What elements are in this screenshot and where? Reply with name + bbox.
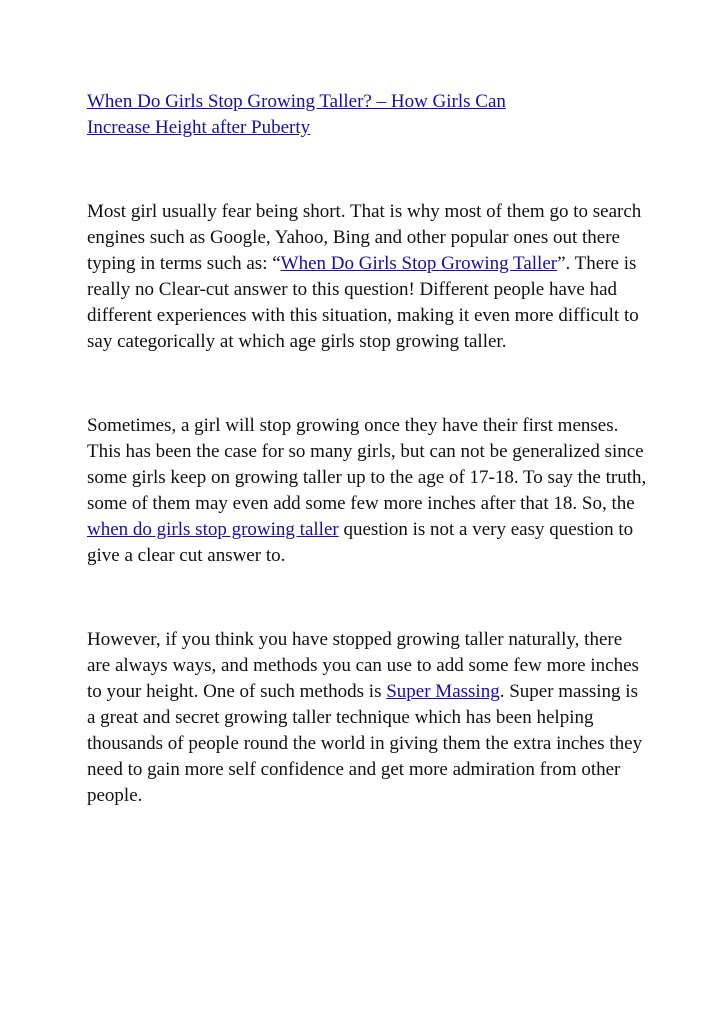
title-line-2: Increase Height after Puberty: [87, 117, 311, 138]
when-do-girls-stop-growing-taller-link[interactable]: When Do Girls Stop Growing Taller: [280, 253, 558, 274]
super-massing-link[interactable]: Super Massing: [386, 681, 500, 702]
paragraph-2-text-a: Sometimes, a girl will stop growing once they have their first menses. This has been the case for so many girls, but can not be generalized since some girls keep on growing taller up to the age of 17-18. To say the truth, some of them may even add some few more inches after that 18. So, the: [87, 415, 647, 514]
title-line-1: When Do Girls Stop Growing Taller? – How Girls Can: [87, 91, 506, 112]
document-content: [87, 89, 647, 867]
article-title: [87, 89, 647, 141]
paragraph-3: [87, 627, 647, 809]
paragraph-1-text-b: ”. There is really no Clear-cut answer to this question! Different people have had different experiences with this situation, making it even more difficult to say categorically at which age girls stop growing taller.: [87, 253, 639, 352]
paragraph-1-text-a: Most girl usually fear being short. That is why most of them go to search engines such as Google, Yahoo, Bing and other popular ones out there typing in terms such as: “: [87, 201, 642, 274]
title-link[interactable]: [87, 91, 506, 138]
paragraph-3-text-b: . Super massing is a great and secret growing taller technique which has been helping thousands of people round the world in giving them the extra inches they need to gain more self confidence and get more admiration from other people.: [87, 681, 643, 806]
paragraph-3-text-a: However, if you think you have stopped growing taller naturally, there are always ways, and methods you can use to add some few more inches to your height. One of such methods is: [87, 629, 639, 702]
paragraph-2-text-b: question is not a very easy question to give a clear cut answer to.: [87, 519, 634, 566]
when-do-girls-stop-growing-taller-inline-link[interactable]: when do girls stop growing taller: [87, 519, 339, 540]
paragraph-1: [87, 199, 647, 355]
paragraph-2: [87, 413, 647, 569]
